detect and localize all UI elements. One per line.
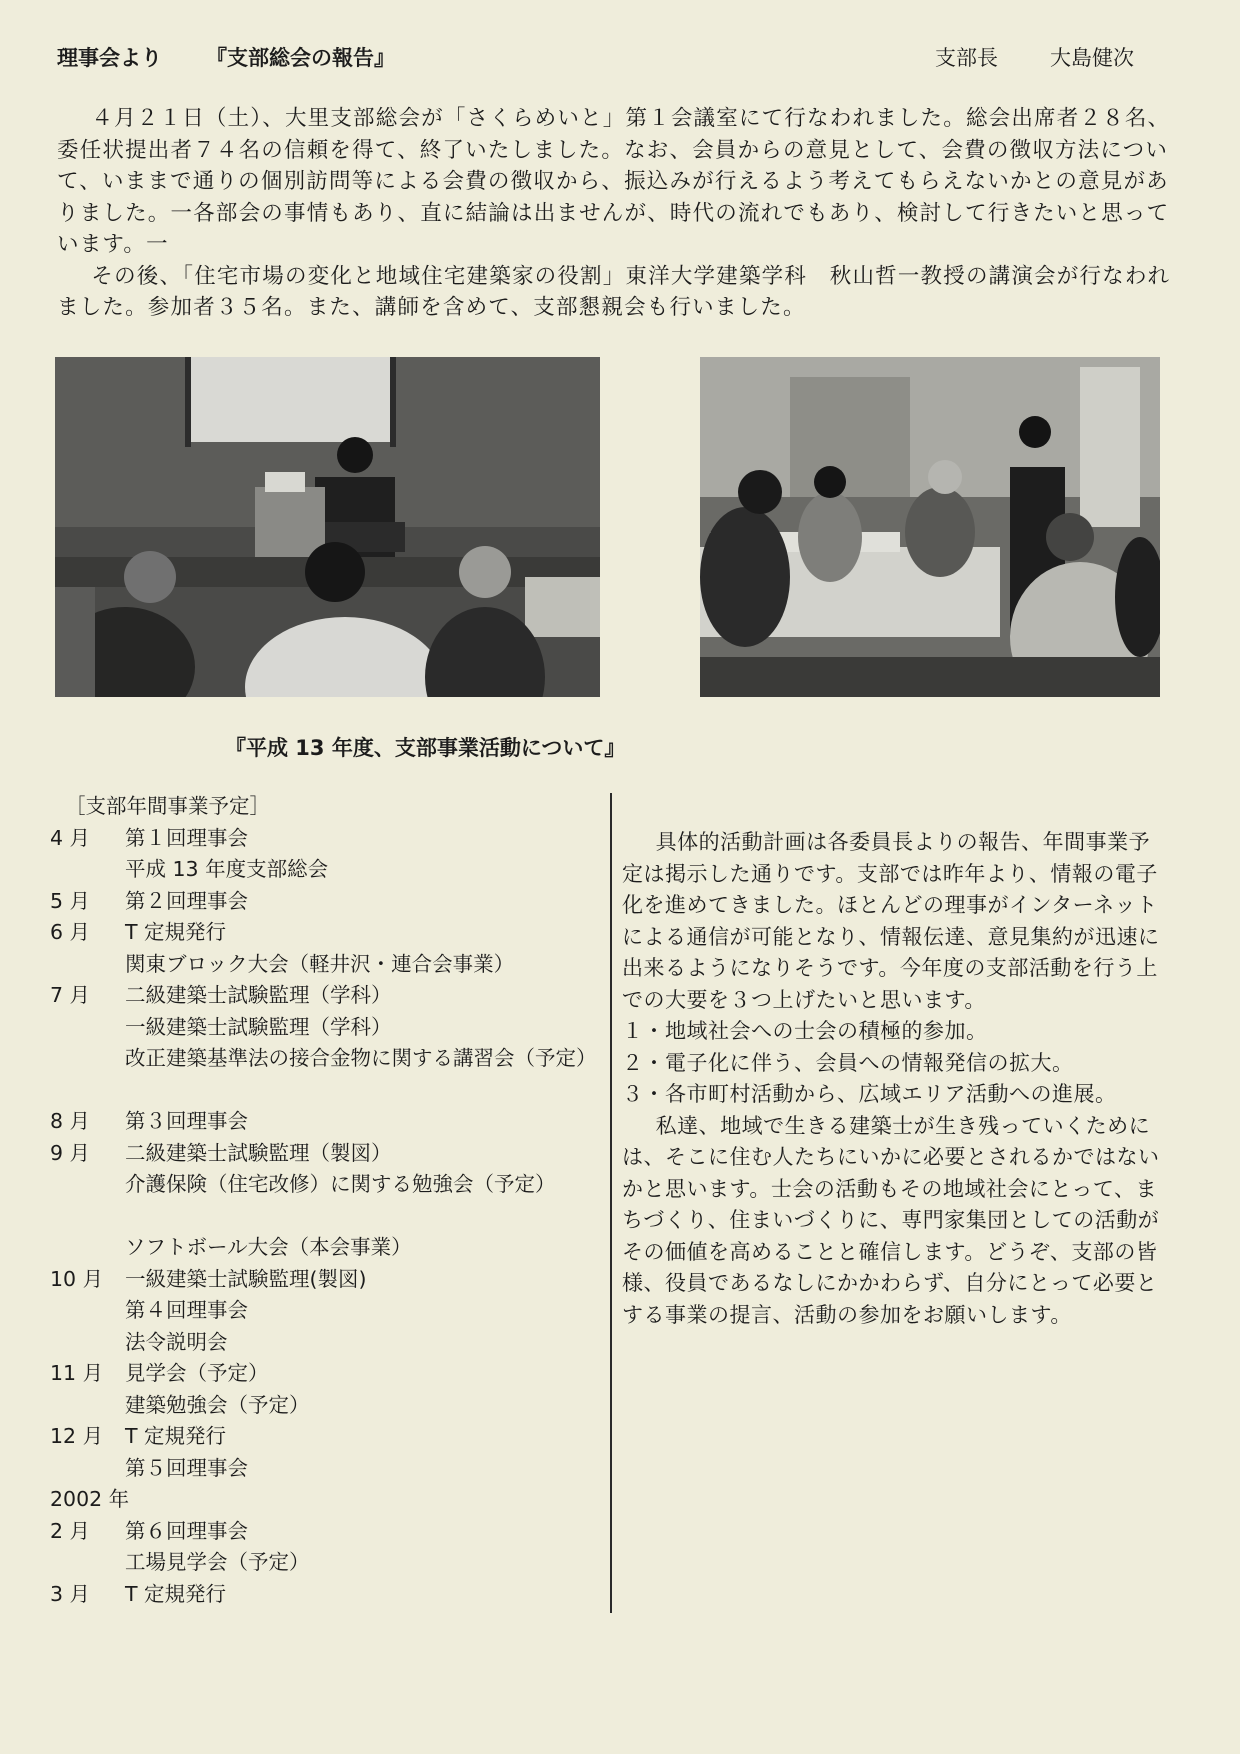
schedule-item: 工場見学会（予定） <box>125 1550 310 1574</box>
schedule-row <box>50 1232 600 1264</box>
schedule-item: 第４回理事会 <box>125 1298 248 1322</box>
schedule-row <box>50 1327 600 1359</box>
schedule-row <box>50 1264 600 1296</box>
schedule-row <box>50 980 600 1012</box>
schedule-item: 関東ブロック大会（軽井沢・連合会事業） <box>125 951 515 976</box>
schedule-heading: ［支部年間事業予定］ <box>65 794 270 818</box>
author-name: 大島健次 <box>1050 46 1134 70</box>
schedule-row <box>50 1106 600 1138</box>
schedule-month: 9 月 <box>50 1140 91 1165</box>
schedule-row <box>50 1390 600 1422</box>
schedule-row <box>50 1484 600 1516</box>
schedule-row <box>50 1516 600 1548</box>
schedule-row <box>50 1169 600 1232</box>
schedule-month: 2002 年 <box>50 1487 130 1511</box>
schedule-item: 平成 13 年度支部総会 <box>125 857 329 881</box>
schedule-item: 一級建築士試験監理(製図) <box>125 1266 367 1291</box>
schedule-list <box>50 823 600 1611</box>
schedule-item: T 定規発行 <box>125 1581 227 1606</box>
intro-paragraph-1: ４月２１日（土）、大里支部総会が「さくらめいと」第１会議室にて行なわれました。総会出席者２８名、委任状提出者７４名の信頼を得て、終了いたしました。なお、会員からの意見として、会費の徴収方法について、いままで通りの個別訪問等による会費の徴収から、振込みが行えるよう考えてもらえないかとの意見がありました。一各部会の事情もあり、直に結論は出ませんが、時代の流れでもあり、検討して行きたいと思っています。一 <box>57 106 1171 257</box>
schedule-item: 第１回理事会 <box>125 825 248 850</box>
activity-plan <box>622 827 1162 1331</box>
section-title: 『平成 13 年度、支部事業活動について』 <box>225 736 626 760</box>
plan-point-2: ２・電子化に伴う、会員への情報発信の拡大。 <box>622 1050 1074 1075</box>
schedule-month: 10 月 <box>50 1266 104 1291</box>
schedule-item: 二級建築士試験監理（学科） <box>125 983 392 1007</box>
schedule-row <box>50 1043 600 1106</box>
schedule-item: 第３回理事会 <box>125 1109 248 1133</box>
lecture-photo <box>55 357 600 697</box>
intro-paragraph-2: その後、「住宅市場の変化と地域住宅建築家の役割」東洋大学建築学科 秋山哲一教授の講演会が行なわれました。参加者３５名。また、講師を含めて、支部懇親会も行いました。 <box>57 263 1171 320</box>
schedule-row <box>50 1295 600 1327</box>
plan-point-1: １・地域社会への士会の積極的参加。 <box>622 1019 988 1043</box>
column-divider <box>610 793 612 1613</box>
schedule-item: 改正建築基準法の接合金物に関する講習会（予定） <box>125 1046 597 1070</box>
schedule-row <box>50 917 600 949</box>
section-label: 理事会より <box>57 46 162 70</box>
meeting-photo <box>700 357 1160 697</box>
schedule-month: 8 月 <box>50 1109 91 1133</box>
schedule-item: ソフトボール大会（本会事業） <box>125 1235 412 1259</box>
schedule-row <box>50 1547 600 1579</box>
annual-schedule <box>50 791 600 1610</box>
schedule-item: T 定規発行 <box>125 1424 227 1448</box>
plan-intro: 具体的活動計画は各委員長よりの報告、年間事業予定は掲示した通りです。支部では昨年より、情報の電子化を進めてきました。ほとんどの理事がインターネットによる通信が可能となり、情報伝達、意見集約が迅速に出来るようになりそうです。今年度の支部活動を行う上での大要を３つ上げたいと思います。 <box>622 830 1160 1012</box>
schedule-item: T 定規発行 <box>125 920 227 944</box>
schedule-row <box>50 1012 600 1044</box>
schedule-item: 一級建築士試験監理（学科） <box>125 1014 392 1039</box>
schedule-item: 第２回理事会 <box>125 888 248 913</box>
schedule-month: 6 月 <box>50 920 91 944</box>
schedule-month: 5 月 <box>50 888 91 913</box>
schedule-month: 3 月 <box>50 1581 91 1606</box>
schedule-row <box>50 886 600 918</box>
schedule-month: 2 月 <box>50 1518 91 1543</box>
schedule-item: 見学会（予定） <box>125 1361 269 1385</box>
intro-text <box>57 103 1172 324</box>
schedule-item: 介護保険（住宅改修）に関する勉強会（予定） <box>125 1172 556 1196</box>
schedule-month: 7 月 <box>50 983 91 1007</box>
author-line <box>935 42 1134 72</box>
schedule-month: 11 月 <box>50 1361 104 1385</box>
schedule-month: 12 月 <box>50 1424 104 1448</box>
schedule-item: 建築勉強会（予定） <box>125 1392 310 1417</box>
article-title: 『支部総会の報告』 <box>206 46 395 70</box>
schedule-item: 第５回理事会 <box>125 1455 248 1480</box>
schedule-row <box>50 949 600 981</box>
schedule-row <box>50 1421 600 1453</box>
schedule-row <box>50 1453 600 1485</box>
schedule-month: 4 月 <box>50 825 91 850</box>
schedule-row <box>50 1358 600 1390</box>
schedule-item: 二級建築士試験監理（製図） <box>125 1140 392 1165</box>
schedule-row <box>50 854 600 886</box>
schedule-row <box>50 823 600 855</box>
schedule-row <box>50 1579 600 1611</box>
article-header <box>57 42 395 72</box>
plan-points <box>622 1016 1162 1111</box>
author-role: 支部長 <box>935 46 998 70</box>
schedule-item: 法令説明会 <box>125 1329 228 1354</box>
schedule-row <box>50 1138 600 1170</box>
schedule-item: 第６回理事会 <box>125 1518 248 1543</box>
plan-closing: 私達、地域で生きる建築士が生き残っていくためには、そこに住む人たちにいかに必要とされるかではないかと思います。士会の活動もその地域社会にとって、まちづくり、住まいづくりに、専門家集団としての活動がその価値を高めることと確信します。どうぞ、支部の皆様、役員であるなしにかかわらず、自分にとって必要とする事業の提言、活動の参加をお願いします。 <box>622 1113 1160 1327</box>
plan-point-3: ３・各市町村活動から、広域エリア活動への進展。 <box>622 1082 1117 1106</box>
